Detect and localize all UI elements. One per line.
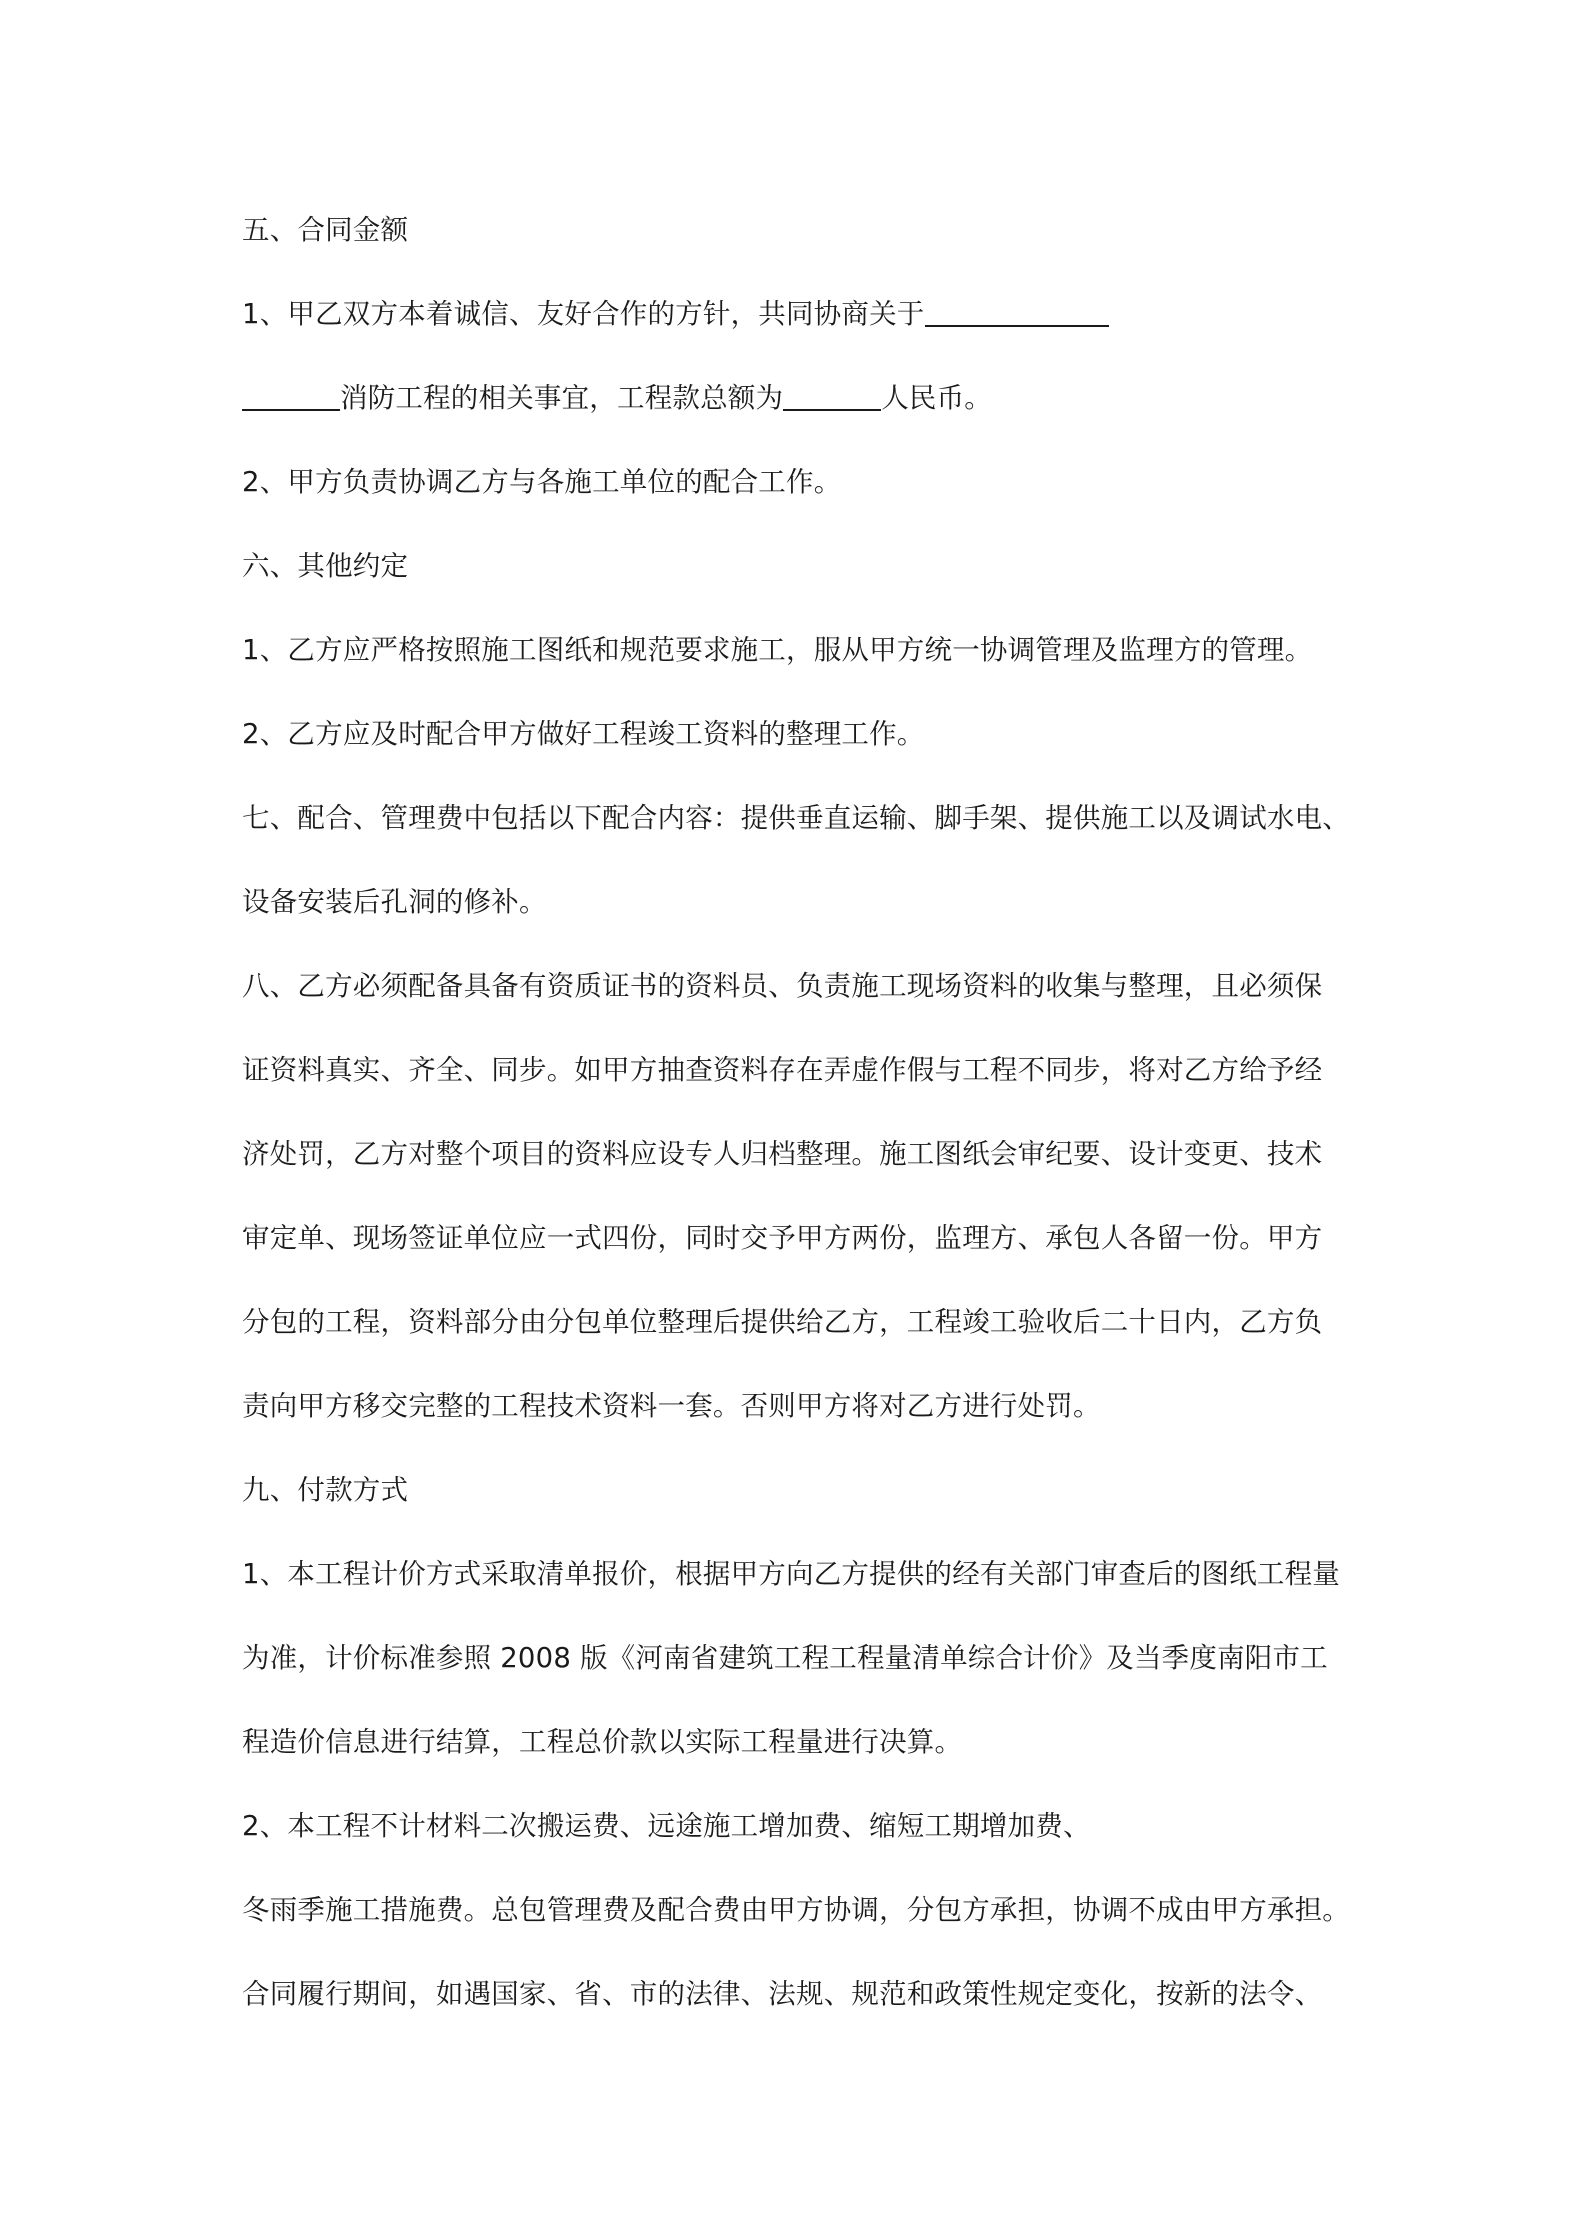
section-5-item-1-line-2 [242, 378, 992, 418]
section-9-item-1-line-3: 程造价信息进行结算，工程总价款以实际工程量进行决算。 [242, 1726, 963, 1758]
blank-contract-amount [783, 379, 881, 411]
section-9-item-1-line-2: 为准，计价标准参照 2008 版《河南省建筑工程工程量清单综合计价》及当季度南阳市工 [242, 1642, 1328, 1674]
section-9-item-1-line-1: 1、本工程计价方式采取清单报价，根据甲方向乙方提供的经有关部门审查后的图纸工程量 [242, 1558, 1340, 1590]
blank-project-prefix [242, 379, 340, 411]
section-5-item-1-text-3: 人民币。 [881, 382, 993, 414]
section-8-line-3: 济处罚，乙方对整个项目的资料应设专人归档整理。施工图纸会审纪要、设计变更、技术 [242, 1138, 1323, 1170]
section-6-item-2: 2、乙方应及时配合甲方做好工程竣工资料的整理工作。 [242, 718, 925, 750]
section-9-item-2-line-1: 2、本工程不计材料二次搬运费、远途施工增加费、缩短工期增加费、 [242, 1810, 1091, 1842]
section-7-line-1: 七、配合、管理费中包括以下配合内容：提供垂直运输、脚手架、提供施工以及调试水电、 [242, 802, 1350, 834]
section-6-item-1: 1、乙方应严格按照施工图纸和规范要求施工，服从甲方统一协调管理及监理方的管理。 [242, 634, 1313, 666]
section-5-item-2: 2、甲方负责协调乙方与各施工单位的配合工作。 [242, 466, 842, 498]
section-7-line-2: 设备安装后孔洞的修补。 [242, 886, 547, 918]
section-8-line-6: 责向甲方移交完整的工程技术资料一套。否则甲方将对乙方进行处罚。 [242, 1390, 1101, 1422]
section-9-item-2-line-2: 冬雨季施工措施费。总包管理费及配合费由甲方协调，分包方承担，协调不成由甲方承担。 [242, 1894, 1350, 1926]
section-8-line-5: 分包的工程，资料部分由分包单位整理后提供给乙方，工程竣工验收后二十日内，乙方负 [242, 1306, 1323, 1338]
section-8-line-1: 八、乙方必须配备具备有资质证书的资料员、负责施工现场资料的收集与整理，且必须保 [242, 970, 1323, 1002]
section-8-line-2: 证资料真实、齐全、同步。如甲方抽查资料存在弄虚作假与工程不同步，将对乙方给予经 [242, 1054, 1323, 1086]
section-9-heading: 九、付款方式 [242, 1474, 409, 1506]
section-8-line-4: 审定单、现场签证单位应一式四份，同时交予甲方两份，监理方、承包人各留一份。甲方 [242, 1222, 1323, 1254]
section-5-item-1-text: 1、甲乙双方本着诚信、友好合作的方针，共同协商关于 [242, 298, 925, 330]
section-5-item-1-line-1 [242, 294, 1109, 334]
section-6-heading: 六、其他约定 [242, 550, 409, 582]
section-9-item-2-line-3: 合同履行期间，如遇国家、省、市的法律、法规、规范和政策性规定变化，按新的法令、 [242, 1978, 1323, 2010]
section-5-item-1-text-2: 消防工程的相关事宜，工程款总额为 [340, 382, 784, 414]
blank-project-name [925, 295, 1109, 327]
section-5-heading: 五、合同金额 [242, 214, 409, 246]
